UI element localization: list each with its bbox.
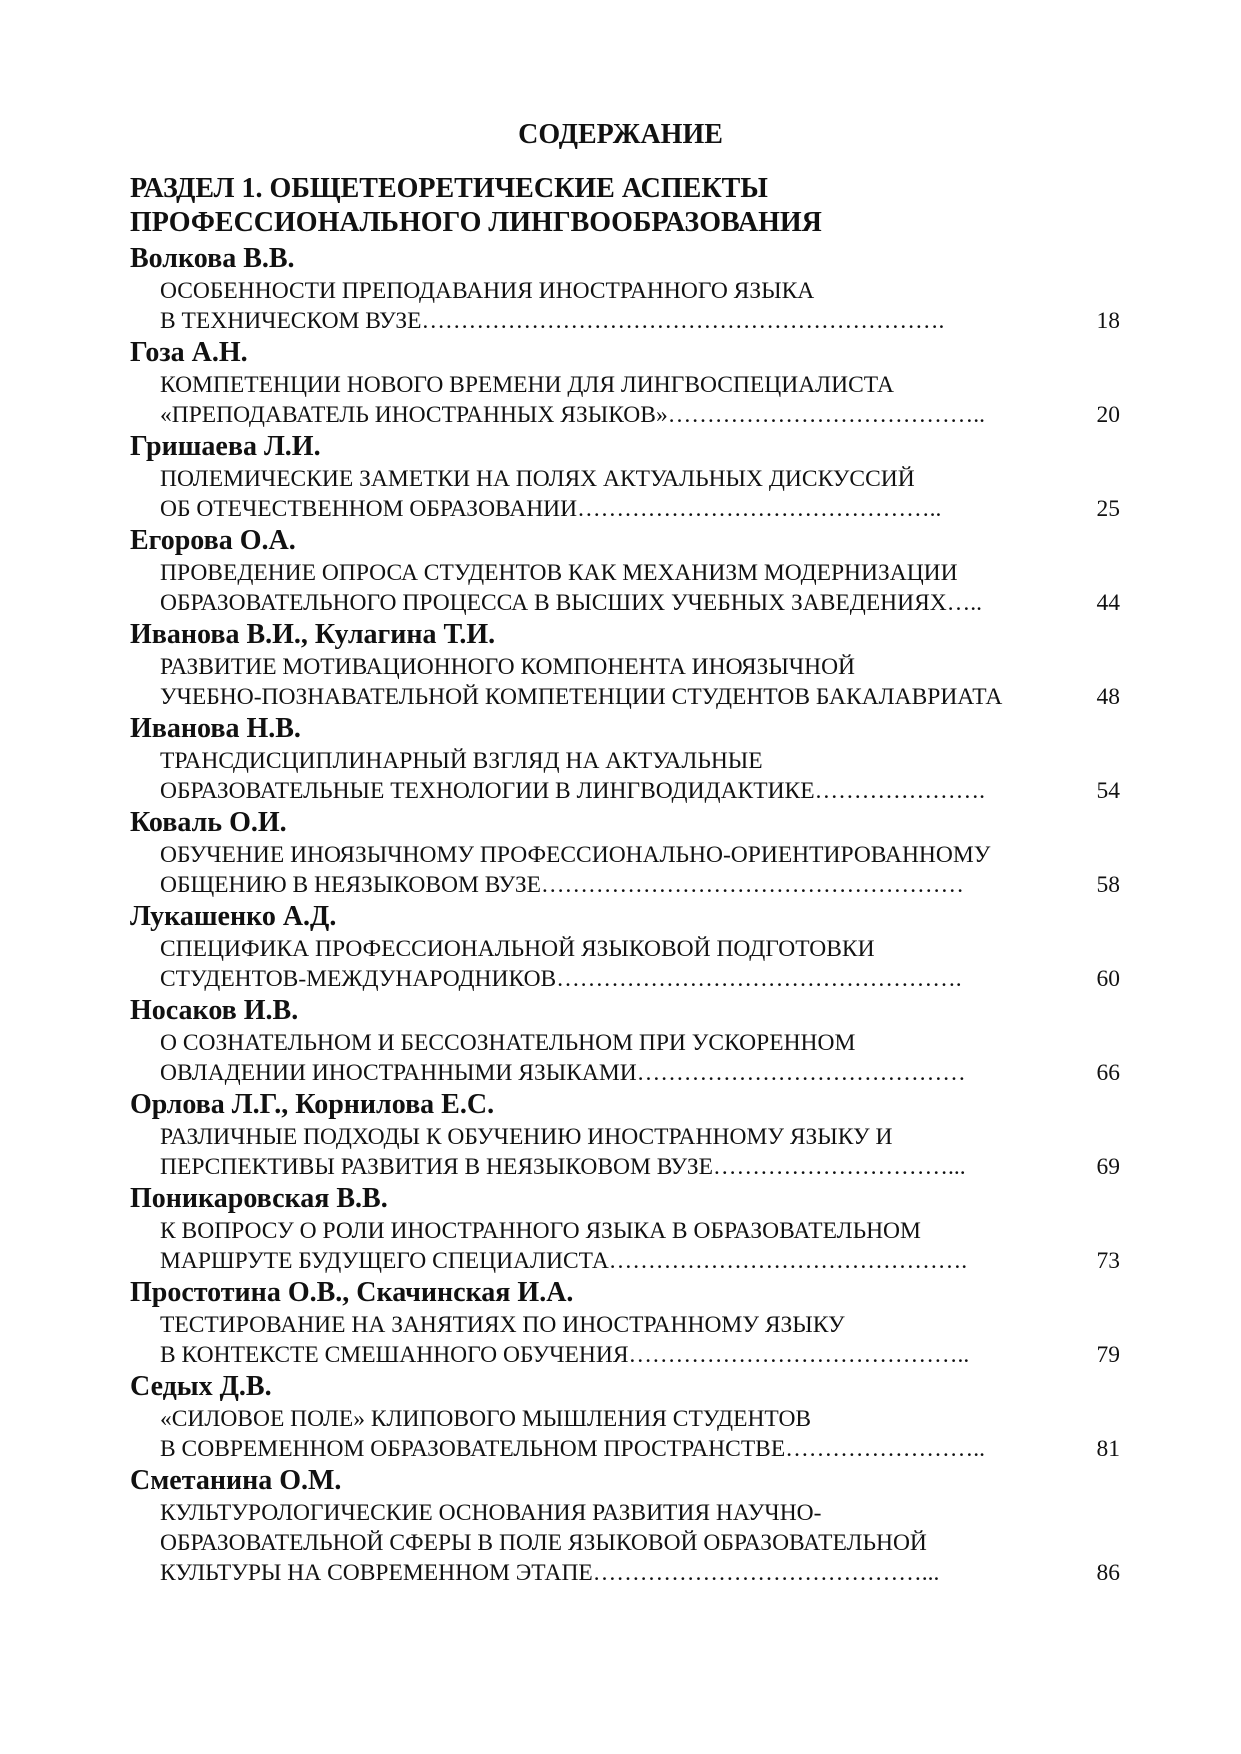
toc-entry-title-text: О СОЗНАТЕЛЬНОМ И БЕССОЗНАТЕЛЬНОМ ПРИ УСКОРЕННОМ	[160, 1030, 856, 1056]
toc-entry-page-number: 58	[1096, 872, 1120, 898]
toc-entry-title-line	[130, 464, 1120, 494]
toc-entry-title-text: В ТЕХНИЧЕСКОМ ВУЗЕ………………………………………………………….	[160, 308, 945, 334]
toc-entry-title-line	[130, 934, 1120, 964]
toc-entry-title-line	[130, 1558, 1120, 1588]
toc-entry-title-text: КОМПЕТЕНЦИИ НОВОГО ВРЕМЕНИ ДЛЯ ЛИНГВОСПЕЦИАЛИСТА	[160, 372, 894, 398]
toc-entry-title-text: ОСОБЕННОСТИ ПРЕПОДАВАНИЯ ИНОСТРАННОГО ЯЗЫКА	[160, 278, 815, 304]
toc-entry	[130, 242, 1120, 336]
toc-entry-title-line	[130, 1528, 1120, 1558]
toc-entry-title-text: ПРОВЕДЕНИЕ ОПРОСА СТУДЕНТОВ КАК МЕХАНИЗМ МОДЕРНИЗАЦИИ	[160, 560, 958, 586]
toc-entry-page-number: 18	[1096, 308, 1120, 334]
toc-entry-title-line	[130, 306, 1120, 336]
toc-entry-page-number: 48	[1096, 684, 1120, 710]
toc-entry-author: Сметанина О.М.	[130, 1465, 342, 1496]
toc-entry-title-text: СТУДЕНТОВ-МЕЖДУНАРОДНИКОВ…………………………………………….	[160, 966, 962, 992]
toc-entry-title-text: «СИЛОВОЕ ПОЛЕ» КЛИПОВОГО МЫШЛЕНИЯ СТУДЕНТОВ	[160, 1406, 812, 1432]
toc-entry-title-line	[130, 494, 1120, 524]
toc-entry-title-line	[130, 370, 1120, 400]
page-title: СОДЕРЖАНИЕ	[518, 119, 723, 150]
toc-entry-title-line	[130, 1498, 1120, 1528]
toc-entry-title-text: «ПРЕПОДАВАТЕЛЬ ИНОСТРАННЫХ ЯЗЫКОВ»…………………………………..	[160, 402, 985, 428]
section-heading	[130, 172, 1110, 240]
toc-entry-author: Волкова В.В.	[130, 243, 295, 274]
toc-entry	[130, 1182, 1120, 1276]
toc-entry	[130, 1276, 1120, 1370]
toc-entry-title-line	[130, 1434, 1120, 1464]
toc-entry	[130, 806, 1120, 900]
toc-entry-page-number: 54	[1096, 778, 1120, 804]
toc-entry-title-text: ПЕРСПЕКТИВЫ РАЗВИТИЯ В НЕЯЗЫКОВОМ ВУЗЕ…………………………...	[160, 1154, 966, 1180]
toc-entry-author: Седых Д.В.	[130, 1371, 272, 1402]
toc-entry-title-line	[130, 1058, 1120, 1088]
toc-entry	[130, 1088, 1120, 1182]
toc-entry-author: Иванова В.И., Кулагина Т.И.	[130, 619, 496, 650]
toc-entry-title-line	[130, 840, 1120, 870]
toc-entry	[130, 1370, 1120, 1464]
section-heading-line-2: ПРОФЕССИОНАЛЬНОГО ЛИНГВООБРАЗОВАНИЯ	[130, 207, 822, 238]
toc-entry-title-text: ОБУЧЕНИЕ ИНОЯЗЫЧНОМУ ПРОФЕССИОНАЛЬНО-ОРИЕНТИРОВАННОМУ	[160, 842, 991, 868]
toc-entry-author: Лукашенко А.Д.	[130, 901, 337, 932]
toc-entry-author: Коваль О.И.	[130, 807, 287, 838]
toc-entry-title-text: СПЕЦИФИКА ПРОФЕССИОНАЛЬНОЙ ЯЗЫКОВОЙ ПОДГОТОВКИ	[160, 936, 875, 962]
toc-entry-author: Поникаровская В.В.	[130, 1183, 388, 1214]
toc-entry-title-line	[130, 1246, 1120, 1276]
table-of-contents	[130, 242, 1120, 1588]
toc-entry-title-text: В СОВРЕМЕННОМ ОБРАЗОВАТЕЛЬНОМ ПРОСТРАНСТВЕ……………………..	[160, 1436, 985, 1462]
toc-entry-page-number: 79	[1096, 1342, 1120, 1368]
toc-entry-title-line	[130, 776, 1120, 806]
toc-entry-title-text: ОБЩЕНИЮ В НЕЯЗЫКОВОМ ВУЗЕ………………………………………………	[160, 872, 965, 898]
toc-entry-title-line	[130, 652, 1120, 682]
toc-entry-page-number: 25	[1096, 496, 1120, 522]
toc-entry-title-line	[130, 400, 1120, 430]
toc-entry	[130, 712, 1120, 806]
toc-entry-title-line	[130, 1216, 1120, 1246]
toc-entry-page-number: 60	[1096, 966, 1120, 992]
toc-entry-title-text: ОБРАЗОВАТЕЛЬНОГО ПРОЦЕССА В ВЫСШИХ УЧЕБНЫХ ЗАВЕДЕНИЯХ…..	[160, 590, 983, 616]
toc-entry-title-text: ТЕСТИРОВАНИЕ НА ЗАНЯТИЯХ ПО ИНОСТРАННОМУ ЯЗЫКУ	[160, 1312, 845, 1338]
toc-entry-page-number: 44	[1096, 590, 1120, 616]
toc-entry-author: Иванова Н.В.	[130, 713, 301, 744]
toc-entry-author: Гришаева Л.И.	[130, 431, 321, 462]
section-heading-line-1: РАЗДЕЛ 1. ОБЩЕТЕОРЕТИЧЕСКИЕ АСПЕКТЫ	[130, 173, 768, 204]
toc-entry-title-line	[130, 588, 1120, 618]
toc-entry-title-text: МАРШРУТЕ БУДУЩЕГО СПЕЦИАЛИСТА……………………………………….	[160, 1248, 968, 1274]
toc-entry	[130, 994, 1120, 1088]
toc-entry-title-text: К ВОПРОСУ О РОЛИ ИНОСТРАННОГО ЯЗЫКА В ОБРАЗОВАТЕЛЬНОМ	[160, 1218, 921, 1244]
toc-entry-title-text: ОВЛАДЕНИИ ИНОСТРАННЫМИ ЯЗЫКАМИ……………………………………	[160, 1060, 966, 1086]
toc-entry-title-text: ТРАНСДИСЦИПЛИНАРНЫЙ ВЗГЛЯД НА АКТУАЛЬНЫЕ	[160, 748, 763, 774]
toc-entry-title-line	[130, 1028, 1120, 1058]
toc-entry	[130, 336, 1120, 430]
toc-entry-title-text: КУЛЬТУРОЛОГИЧЕСКИЕ ОСНОВАНИЯ РАЗВИТИЯ НАУЧНО-	[160, 1500, 822, 1526]
toc-entry-page-number: 20	[1096, 402, 1120, 428]
toc-entry-author: Простотина О.В., Скачинская И.А.	[130, 1277, 574, 1308]
toc-entry	[130, 900, 1120, 994]
toc-entry-page-number: 66	[1096, 1060, 1120, 1086]
toc-entry-title-line	[130, 1122, 1120, 1152]
toc-entry-title-line	[130, 1152, 1120, 1182]
toc-entry	[130, 430, 1120, 524]
toc-entry-title-text: ОБРАЗОВАТЕЛЬНОЙ СФЕРЫ В ПОЛЕ ЯЗЫКОВОЙ ОБРАЗОВАТЕЛЬНОЙ	[160, 1530, 927, 1556]
toc-entry	[130, 1464, 1120, 1588]
toc-entry-author: Носаков И.В.	[130, 995, 299, 1026]
toc-entry-title-text: В КОНТЕКСТЕ СМЕШАННОГО ОБУЧЕНИЯ……………………………………..	[160, 1342, 970, 1368]
toc-entry-title-text: КУЛЬТУРЫ НА СОВРЕМЕННОМ ЭТАПЕ……………………………………...	[160, 1560, 940, 1586]
toc-entry-author: Орлова Л.Г., Корнилова Е.С.	[130, 1089, 495, 1120]
toc-entry	[130, 524, 1120, 618]
toc-entry-author: Гоза А.Н.	[130, 337, 248, 368]
toc-entry-title-line	[130, 964, 1120, 994]
toc-entry	[130, 618, 1120, 712]
toc-entry-page-number: 81	[1096, 1436, 1120, 1462]
toc-entry-title-line	[130, 1404, 1120, 1434]
toc-entry-title-text: УЧЕБНО-ПОЗНАВАТЕЛЬНОЙ КОМПЕТЕНЦИИ СТУДЕНТОВ БАКАЛАВРИАТА	[160, 684, 1003, 710]
toc-entry-page-number: 86	[1096, 1560, 1120, 1586]
toc-entry-title-line	[130, 682, 1120, 712]
toc-entry-title-line	[130, 870, 1120, 900]
toc-entry-author: Егорова О.А.	[130, 525, 296, 556]
toc-entry-page-number: 69	[1096, 1154, 1120, 1180]
toc-entry-title-line	[130, 558, 1120, 588]
toc-entry-title-line	[130, 1340, 1120, 1370]
toc-entry-title-text: ПОЛЕМИЧЕСКИЕ ЗАМЕТКИ НА ПОЛЯХ АКТУАЛЬНЫХ ДИСКУССИЙ	[160, 466, 915, 492]
toc-entry-title-text: РАЗЛИЧНЫЕ ПОДХОДЫ К ОБУЧЕНИЮ ИНОСТРАННОМУ ЯЗЫКУ И	[160, 1124, 893, 1150]
toc-entry-title-line	[130, 1310, 1120, 1340]
toc-entry-title-text: РАЗВИТИЕ МОТИВАЦИОННОГО КОМПОНЕНТА ИНОЯЗЫЧНОЙ	[160, 654, 856, 680]
toc-entry-title-text: ОБРАЗОВАТЕЛЬНЫЕ ТЕХНОЛОГИИ В ЛИНГВОДИДАКТИКЕ………………….	[160, 778, 985, 804]
toc-entry-title-line	[130, 746, 1120, 776]
toc-entry-title-text: ОБ ОТЕЧЕСТВЕННОМ ОБРАЗОВАНИИ………………………………………..	[160, 496, 942, 522]
toc-entry-page-number: 73	[1096, 1248, 1120, 1274]
toc-entry-title-line	[130, 276, 1120, 306]
